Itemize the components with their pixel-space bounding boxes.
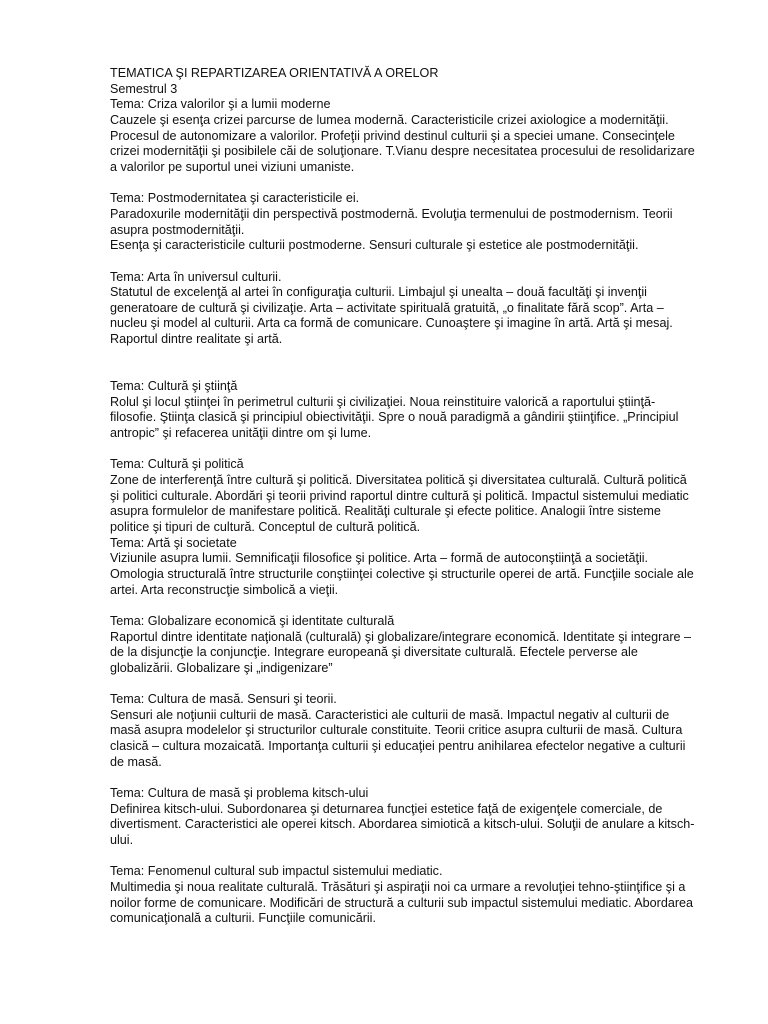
section-heading: Tema: Criza valorilor şi a lumii moderne	[110, 97, 331, 112]
section-text-line: Zone de interferenţă între cultură şi politică. Diversitatea politică şi diversitatea culturală. Cultură politică	[110, 473, 687, 487]
paragraph-spacer	[110, 677, 720, 693]
section-text-line: ului.	[110, 833, 134, 848]
paragraph-spacer	[110, 442, 720, 458]
section-text-line: Cauzele şi esenţa crizei parcurse de lumea modernă. Caracteristicile crizei axiologice a modernităţii.	[110, 112, 669, 127]
paragraph-spacer	[110, 348, 720, 379]
section-fenomenul-cultural	[110, 864, 720, 927]
section-text-line: Raportul dintre realitate şi artă.	[110, 332, 283, 347]
paragraph-spacer	[110, 176, 720, 192]
section-heading: Tema: Cultura de masă. Sensuri şi teorii.	[110, 692, 337, 707]
section-text-line: politice şi tipuri de cultură. Conceptul de cultură politică.	[110, 519, 421, 534]
section-text-line: Statutul de excelenţă al artei în configuraţia culturii. Limbajul şi unealta – două facultăţi şi invenţii	[110, 285, 647, 300]
section-text-line: asupra postmodernităţii.	[110, 222, 245, 237]
section-text-line: Sensuri ale noţiunii culturii de masă. Caracteristici ale culturii de masă. Impactul negativ al culturii de	[110, 707, 670, 722]
section-heading: Tema: Cultura de masă şi problema kitsch-ului	[110, 786, 369, 801]
section-heading: Tema: Cultură şi ştiinţă	[110, 379, 238, 394]
document-page	[110, 66, 720, 927]
document-title: TEMATICA ŞI REPARTIZAREA ORIENTATIVĂ A ORELOR	[110, 66, 439, 80]
section-text-line: asupra formulelor de manifestare politică. Realităţi culturale şi efecte politice. Analogii între sisteme	[110, 504, 661, 519]
section-cultura-de-masa	[110, 692, 720, 770]
section-text-line: Procesul de autonomizare a valorilor. Profeţii privind destinul culturii şi a speciei umane. Consecinţele	[110, 128, 675, 143]
section-text-line: noilor forme de comunicare. Modificări de structură a culturii sub impactul sistemului mediatic. Abordarea	[110, 895, 694, 910]
section-cultura-si-stiinta	[110, 379, 720, 442]
paragraph-spacer	[110, 254, 720, 270]
paragraph-spacer	[110, 849, 720, 865]
section-text-line: artei. Arta reconstrucţie simbolică a vieţii.	[110, 582, 339, 597]
section-kitsch	[110, 786, 720, 849]
semester-label: Semestrul 3	[110, 81, 178, 96]
section-heading: Tema: Arta în universul culturii.	[110, 269, 282, 284]
section-text-line: de la disjuncţie la conjuncţie. Integrare europeană şi diversitate culturală. Efectele perverse ale	[110, 645, 638, 660]
section-text-line: Definirea kitsch-ului. Subordonarea şi deturnarea funcţiei estetice faţă de exigenţele comerciale, de	[110, 801, 663, 816]
section-text-line: Esenţa şi caracteristicile culturii postmoderne. Sensuri culturale şi estetice ale postmodernităţii.	[110, 238, 639, 253]
section-text-line: Raportul dintre identitate naţională (culturală) şi globalizare/integrare economică. Identitate şi integrare –	[110, 629, 692, 644]
section-text-line: antropic” şi refacerea unităţii dintre om şi lume.	[110, 426, 372, 441]
section-text-line: şi politici culturale. Abordări şi teorii privind raportul dintre cultură şi politică. Impactul sistemului mediatic	[110, 488, 689, 503]
section-heading: Tema: Cultură şi politică	[110, 457, 244, 472]
section-text-line: de masă.	[110, 754, 162, 769]
section-text-line: divertisment. Caracteristici ale operei kitsch. Abordarea simiotică a kitsch-ului. Soluţii de anulare a kitsch-	[110, 817, 695, 832]
section-text-line: Rolul şi locul ştiinţei în perimetrul culturii şi civilizaţiei. Noua reinstituire valorică a raportului ştiinţă-	[110, 394, 656, 409]
section-criza-valorilor	[110, 97, 720, 175]
section-arta-in-universul-culturii	[110, 270, 720, 348]
section-text-line: clasică – cultura mozaicată. Importanţa culturii şi educaţiei pentru anihilarea efectelor negative a culturii	[110, 739, 686, 754]
section-text-line: masă asupra modelelor şi structurilor culturale constituite. Teorii critice asupra culturii de masă. Cultura	[110, 723, 683, 738]
paragraph-spacer	[110, 598, 720, 614]
section-cultura-si-politica	[110, 457, 720, 535]
section-globalizare	[110, 614, 720, 677]
section-text-line: nucleu şi model al culturii. Arta ca formă de comunicare. Cunoaştere şi imagine în artă. Artă şi mesaj.	[110, 316, 673, 331]
section-text-line: Paradoxurile modernităţii din perspectivă postmodernă. Evoluţia termenului de postmodernism. Teorii	[110, 206, 673, 221]
section-text-line: Viziunile asupra lumii. Semnificaţii filosofice şi politice. Arta – formă de autoconştiinţă a societăţii.	[110, 551, 649, 566]
paragraph-spacer	[110, 770, 720, 786]
section-heading: Tema: Globalizare economică şi identitate culturală	[110, 613, 395, 628]
section-text-line: a valorilor pe suportul unei viziuni umaniste.	[110, 159, 355, 174]
section-text-line: filosofie. Ştiinţa clasică şi principiul obiectivităţii. Spre o nouă paradigmă a gândirii ştiinţifice. „Principiul	[110, 410, 679, 425]
section-text-line: generatoare de cultură şi civilizaţie. Arta – activitate spirituală gratuită, „o finalitate fără scop”. Arta –	[110, 300, 664, 315]
section-text-line: Omologia structurală între structurile conştiinţei colective şi structurile operei de artă. Funcţiile sociale ale	[110, 566, 694, 581]
section-heading: Tema: Fenomenul cultural sub impactul sistemului mediatic.	[110, 864, 443, 879]
section-postmodernitatea	[110, 191, 720, 254]
section-heading: Tema: Artă şi societate	[110, 535, 237, 550]
section-text-line: globalizării. Globalizare şi „indigenizare”	[110, 660, 333, 675]
section-heading: Tema: Postmodernitatea şi caracteristicile ei.	[110, 191, 360, 206]
section-text-line: comunicaţională a culturii. Funcţiile comunicării.	[110, 911, 376, 926]
section-arta-si-societate	[110, 536, 720, 599]
section-text-line: crizei modernităţii şi posibilele căi de soluţionare. T.Vianu despre necesitatea procesului de resolidarizare	[110, 144, 695, 159]
section-text-line: Multimedia şi noua realitate culturală. Trăsături şi aspiraţii noi ca urmare a revoluţiei tehno-ştiinţifice şi a	[110, 880, 686, 894]
